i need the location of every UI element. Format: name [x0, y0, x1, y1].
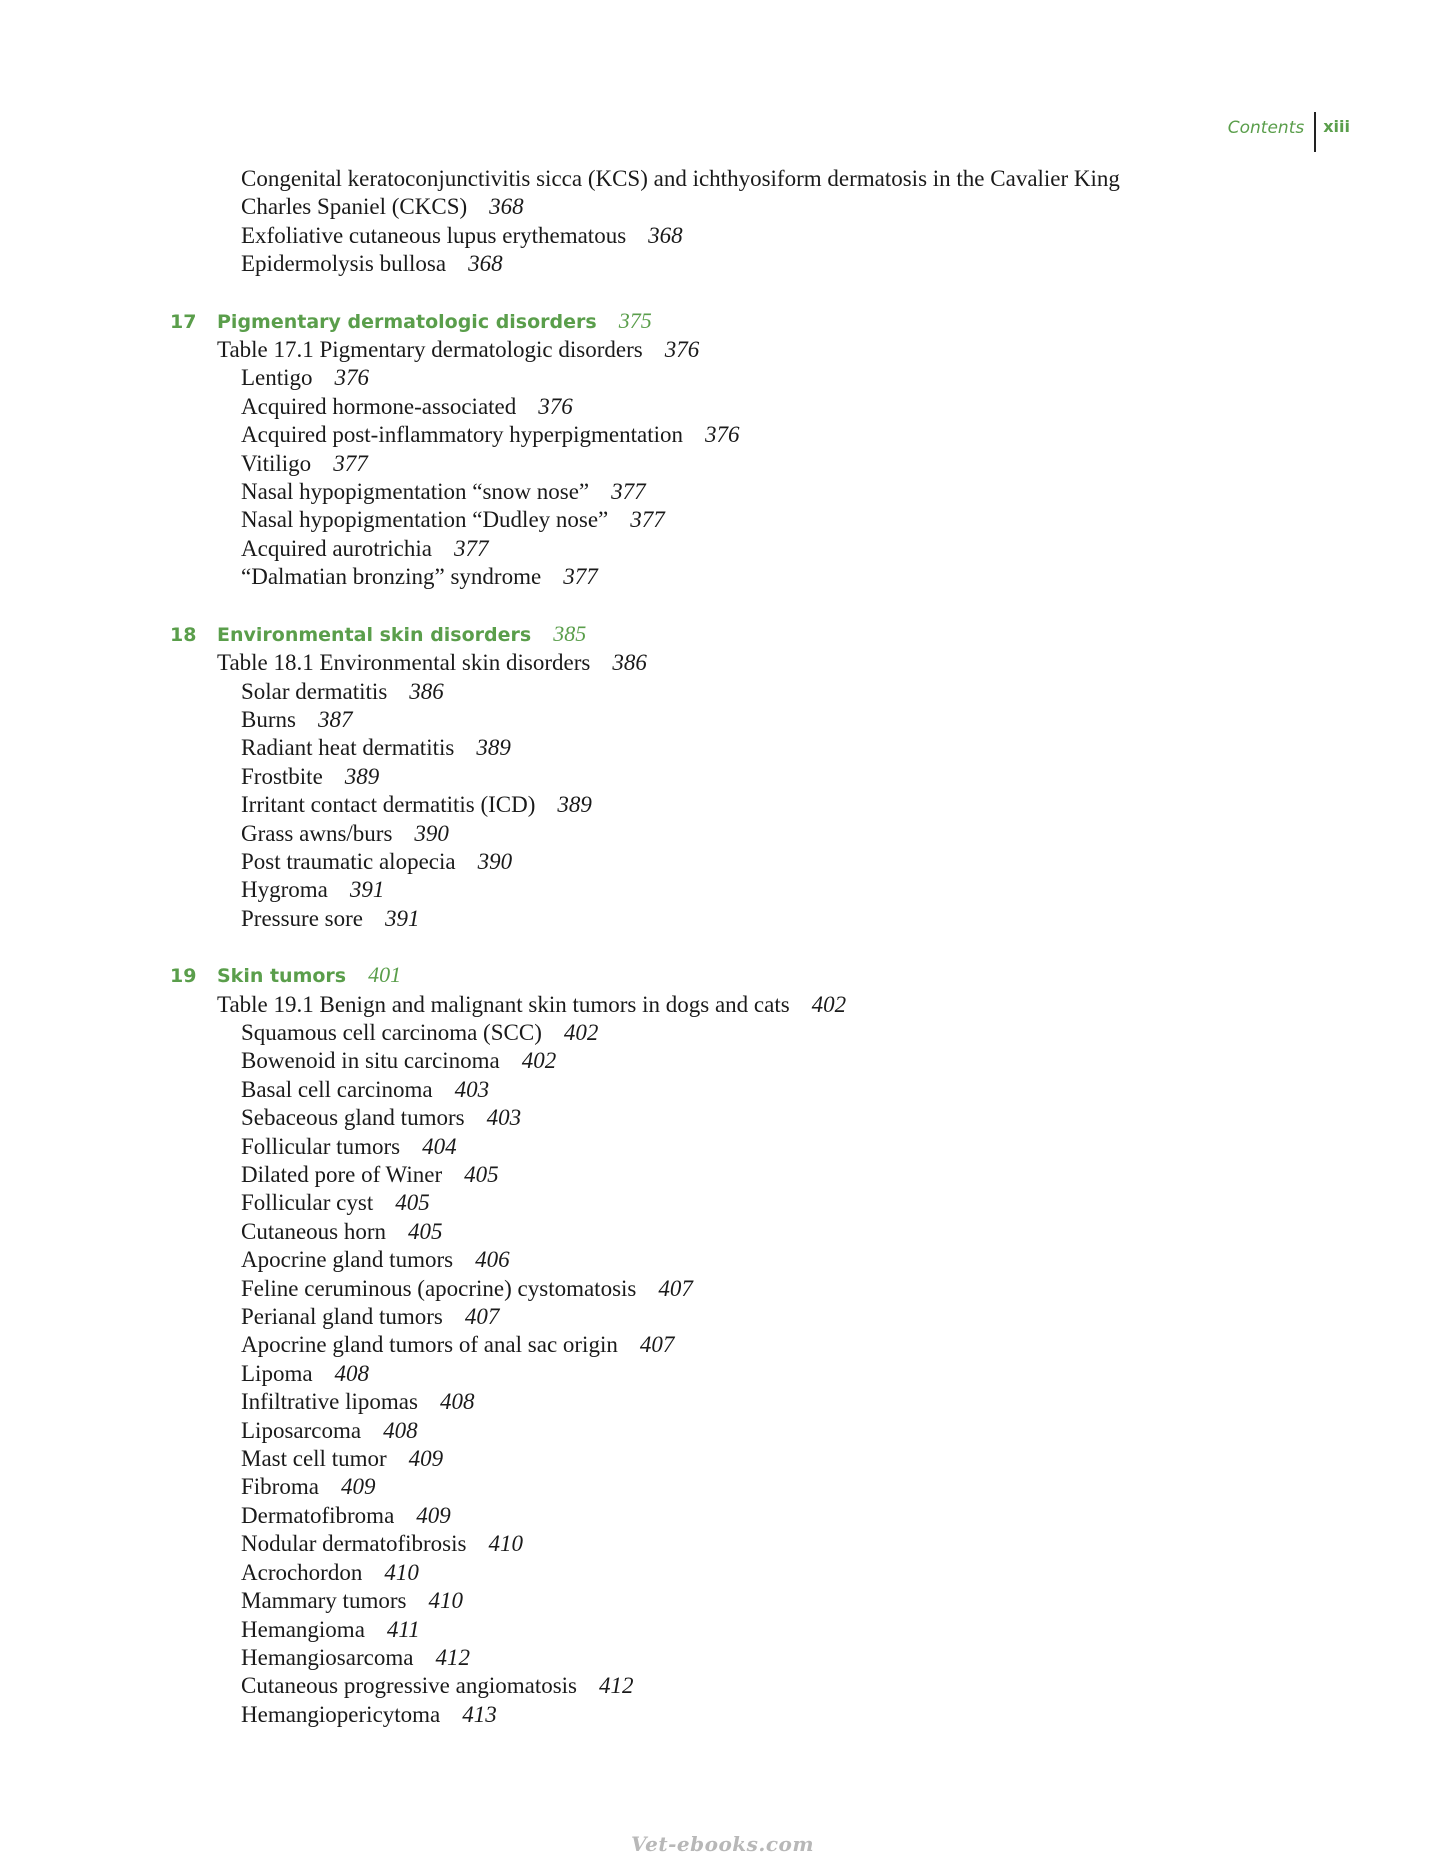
- entry-page-number: 377: [333, 450, 368, 476]
- entry-page-number: 407: [464, 1304, 500, 1330]
- running-head-label: Contents: [1227, 118, 1305, 138]
- entry-page-number: 377: [453, 535, 489, 561]
- entry-page-number: 402: [811, 991, 847, 1017]
- entry-title: Table 17.1 Pigmentary dermatologic disorders: [217, 337, 643, 363]
- entry-page-number: 405: [464, 1162, 499, 1187]
- entry-page-number: 376: [538, 393, 573, 419]
- entry-page-number: 377: [611, 479, 646, 505]
- entry-title: Acquired aurotrichia: [241, 535, 432, 561]
- entry-title: Perianal gland tumors: [241, 1304, 443, 1330]
- entry-title: Nasal hypopigmentation “snow nose”: [241, 479, 590, 505]
- entry-page-number: 368: [489, 194, 524, 220]
- entry-title: Apocrine gland tumors: [241, 1247, 454, 1273]
- entry-title: Basal cell carcinoma: [241, 1076, 433, 1102]
- entry-title: Hemangiosarcoma: [241, 1644, 414, 1670]
- entry-title: Infiltrative lipomas: [241, 1389, 418, 1415]
- toc-entry: [170, 393, 1320, 421]
- toc-entry: [170, 1473, 1320, 1501]
- toc-entry: [170, 678, 1320, 706]
- toc-entry: [170, 1246, 1320, 1274]
- toc-entry: [170, 876, 1320, 904]
- entry-title: Follicular cyst: [241, 1190, 374, 1216]
- toc-entry: [170, 193, 1320, 221]
- toc-entry: [170, 1189, 1320, 1217]
- entry-title: Feline ceruminous (apocrine) cystomatosis: [241, 1275, 637, 1301]
- toc-entry: [170, 1303, 1320, 1331]
- toc-entry: [170, 1133, 1320, 1161]
- toc-entry: [170, 1275, 1320, 1303]
- chapter-number: 19: [170, 965, 197, 988]
- entry-title: Mammary tumors: [241, 1588, 407, 1614]
- entry-title: Vitiligo: [241, 450, 312, 476]
- chapter-heading: [170, 961, 1320, 990]
- entry-title: Dilated pore of Winer: [241, 1162, 443, 1187]
- entry-page-number: 409: [408, 1446, 444, 1472]
- entry-title: Liposarcoma: [241, 1417, 362, 1443]
- entry-page-number: 408: [383, 1417, 418, 1443]
- toc-entry: [170, 1218, 1320, 1246]
- entry-page-number: 390: [414, 820, 449, 846]
- entry-title: Dermatofibroma: [241, 1502, 395, 1528]
- entry-page-number: 410: [384, 1559, 419, 1585]
- entry-page-number: 406: [475, 1247, 510, 1273]
- toc-entry: [170, 1445, 1320, 1473]
- entry-title: Grass awns/burs: [241, 820, 393, 846]
- toc-entry: [170, 1616, 1320, 1644]
- toc-entry: [170, 364, 1320, 392]
- toc-entry: [170, 763, 1320, 791]
- chapter-heading: [170, 620, 1320, 649]
- toc-entry: [170, 1104, 1320, 1132]
- entry-page-number: 412: [435, 1644, 470, 1670]
- entry-title: Lentigo: [241, 365, 313, 391]
- entry-page-number: 409: [416, 1502, 451, 1528]
- entry-page-number: 405: [408, 1218, 443, 1244]
- chapter-number: 17: [170, 310, 197, 333]
- entry-page-number: 413: [462, 1701, 497, 1727]
- toc-entry: [170, 905, 1320, 933]
- entry-page-number: 386: [612, 650, 647, 676]
- toc-entry: [170, 165, 1320, 193]
- entry-title: Frostbite: [241, 763, 323, 789]
- entry-page-number: 376: [705, 422, 740, 448]
- toc-entry: [170, 791, 1320, 819]
- entry-page-number: 411: [386, 1616, 420, 1642]
- running-head: [1228, 112, 1350, 152]
- chapter-page-number: 401: [368, 962, 402, 988]
- entry-page-number: 402: [563, 1019, 599, 1045]
- table-of-contents: [170, 165, 1320, 1729]
- footer: [0, 1832, 1445, 1856]
- entry-title: Nasal hypopigmentation “Dudley nose”: [241, 507, 609, 533]
- entry-page-number: 402: [521, 1048, 557, 1074]
- entry-page-number: 405: [395, 1190, 430, 1216]
- entry-title: Irritant contact dermatitis (ICD): [241, 792, 536, 818]
- entry-title: Mast cell tumor: [241, 1446, 387, 1472]
- entry-page-number: 403: [486, 1105, 522, 1131]
- toc-entry: [170, 1701, 1320, 1729]
- toc-entry: [170, 1417, 1320, 1445]
- watermark-logo: Vet-ebooks.com: [630, 1832, 815, 1856]
- toc-entry: [170, 1672, 1320, 1700]
- entry-page-number: 389: [476, 735, 511, 761]
- entry-page-number: 408: [334, 1360, 370, 1386]
- entry-title: Hemangioma: [241, 1616, 365, 1642]
- entry-title: Hemangiopericytoma: [241, 1701, 441, 1727]
- chapter-heading: [170, 307, 1320, 336]
- chapter-title: Environmental skin disorders: [217, 623, 532, 646]
- toc-entry: [170, 478, 1320, 506]
- entry-page-number: 408: [439, 1389, 475, 1415]
- entry-title: Solar dermatitis: [241, 678, 388, 704]
- toc-table-entry: [170, 991, 1320, 1019]
- chapter-page-number: 375: [618, 307, 652, 333]
- entry-page-number: 403: [454, 1076, 490, 1102]
- entry-title: Exfoliative cutaneous lupus erythematous: [241, 222, 627, 248]
- entry-title: Acquired post-inflammatory hyperpigmentation: [241, 422, 683, 448]
- entry-page-number: 410: [428, 1588, 463, 1614]
- toc-entry: [170, 1019, 1320, 1047]
- entry-title: Radiant heat dermatitis: [241, 735, 455, 761]
- toc-entry: [170, 506, 1320, 534]
- chapter-page-number: 385: [553, 620, 587, 646]
- entry-page-number: 376: [664, 337, 700, 363]
- entry-title: Lipoma: [241, 1360, 313, 1386]
- entry-title: Nodular dermatofibrosis: [241, 1531, 467, 1557]
- toc-table-entry: [170, 649, 1320, 677]
- toc-entry: [170, 563, 1320, 591]
- entry-title: Bowenoid in situ carcinoma: [241, 1048, 500, 1074]
- entry-title: Squamous cell carcinoma (SCC): [241, 1019, 542, 1045]
- entry-page-number: 407: [639, 1332, 675, 1358]
- entry-title: Follicular tumors: [241, 1133, 401, 1159]
- toc-entry: [170, 450, 1320, 478]
- entry-page-number: 391: [385, 905, 420, 931]
- entry-page-number: 407: [658, 1275, 693, 1301]
- toc-entry: [170, 1530, 1320, 1558]
- entry-page-number: 376: [334, 365, 370, 391]
- entry-title: Sebaceous gland tumors: [241, 1105, 465, 1131]
- chapter-title: Pigmentary dermatologic disorders: [217, 310, 597, 333]
- entry-page-number: 404: [422, 1133, 457, 1159]
- toc-entry: [170, 1331, 1320, 1359]
- toc-entry: [170, 820, 1320, 848]
- entry-page-number: 390: [477, 848, 513, 874]
- entry-page-number: 387: [317, 706, 353, 732]
- chapter-title: Skin tumors: [217, 965, 347, 988]
- entry-page-number: 368: [468, 251, 503, 277]
- chapter-number: 18: [170, 623, 197, 646]
- toc-entry: [170, 1161, 1320, 1189]
- entry-title: Pressure sore: [241, 905, 363, 931]
- entry-title: Acquired hormone-associated: [241, 393, 517, 419]
- entry-title: Hygroma: [241, 877, 328, 903]
- entry-title: Epidermolysis bullosa: [241, 251, 447, 277]
- toc-entry: [170, 706, 1320, 734]
- toc-table-entry: [170, 336, 1320, 364]
- toc-entry: [170, 421, 1320, 449]
- entry-page-number: 389: [344, 763, 380, 789]
- entry-title: Fibroma: [241, 1474, 319, 1500]
- toc-entry: [170, 848, 1320, 876]
- entry-page-number: 377: [630, 507, 665, 533]
- toc-entry: [170, 1559, 1320, 1587]
- entry-page-number: 368: [648, 222, 683, 248]
- entry-page-number: 391: [349, 877, 385, 903]
- entry-page-number: 386: [409, 678, 444, 704]
- entry-title: Post traumatic alopecia: [241, 848, 456, 874]
- entry-title: Cutaneous horn: [241, 1218, 387, 1244]
- entry-page-number: 389: [557, 792, 592, 818]
- entry-page-number: 410: [488, 1531, 523, 1557]
- toc-entry: [170, 734, 1320, 762]
- entry-title: “Dalmatian bronzing” syndrome: [241, 564, 542, 590]
- entry-title: Table 19.1 Benign and malignant skin tumors in dogs and cats: [217, 991, 790, 1017]
- toc-entry: [170, 250, 1320, 278]
- toc-entry: [170, 1644, 1320, 1672]
- entry-page-number: 409: [340, 1474, 376, 1500]
- entry-title: Table 18.1 Environmental skin disorders: [217, 650, 591, 676]
- entry-title: Apocrine gland tumors of anal sac origin: [241, 1332, 618, 1358]
- toc-entry: [170, 1047, 1320, 1075]
- entry-title: Acrochordon: [241, 1559, 363, 1585]
- entry-title: Charles Spaniel (CKCS): [241, 194, 468, 220]
- entry-page-number: 412: [599, 1673, 634, 1699]
- toc-entry: [170, 222, 1320, 250]
- toc-entry: [170, 1587, 1320, 1615]
- toc-entry: [170, 535, 1320, 563]
- toc-entry: [170, 1502, 1320, 1530]
- toc-entry: [170, 1076, 1320, 1104]
- running-head-page-number: xiii: [1323, 117, 1350, 136]
- entry-page-number: 377: [563, 564, 598, 590]
- entry-title: Burns: [241, 706, 296, 732]
- toc-entry: [170, 1360, 1320, 1388]
- toc-entry: [170, 1388, 1320, 1416]
- entry-title: Congenital keratoconjunctivitis sicca (KCS) and ichthyosiform dermatosis in the Cavalier King: [241, 166, 1120, 191]
- entry-title: Cutaneous progressive angiomatosis: [241, 1673, 578, 1699]
